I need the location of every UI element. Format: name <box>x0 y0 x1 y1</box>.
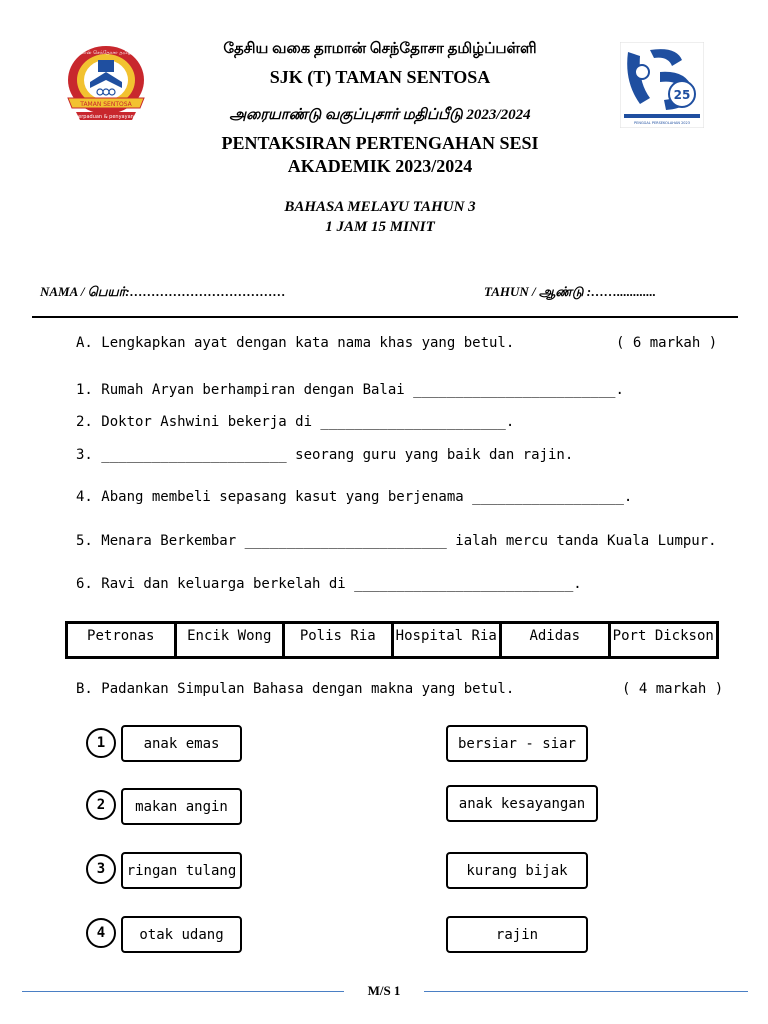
word-bank-item: Adidas <box>501 623 610 658</box>
svg-text:PENGGAL PERSEKOLAHAN 2023: PENGGAL PERSEKOLAHAN 2023 <box>634 121 690 125</box>
exam-duration: 1 JAM 15 MINIT <box>325 219 435 235</box>
meaning-box-1[interactable]: bersiar - siar <box>446 725 588 762</box>
meaning-box-2[interactable]: anak kesayangan <box>446 785 598 822</box>
section-a-instruction: A. Lengkapkan ayat dengan kata nama khas yang betul. <box>76 335 515 351</box>
svg-text:தமான் செந்தோசா தமிழ்ப்: தமான் செந்தோசா தமிழ்ப் <box>76 50 136 56</box>
word-bank-item: Polis Ria <box>284 623 393 658</box>
word-bank-table <box>65 621 719 659</box>
meaning-box-3[interactable]: kurang bijak <box>446 852 588 889</box>
header-divider <box>32 316 738 318</box>
idiom-number-4: 4 <box>86 918 116 948</box>
tamil-school-name: தேசிய வகை தாமான் செந்தோசா தமிழ்ப்பள்ளி <box>223 41 537 57</box>
name-field[interactable]: NAMA / பெயர்:……………………………… <box>40 284 286 299</box>
svg-text:25: 25 <box>673 88 691 102</box>
meaning-box-4[interactable]: rajin <box>446 916 588 953</box>
question-5[interactable]: 5. Menara Berkembar ________________________ ialah mercu tanda Kuala Lumpur. <box>76 533 717 549</box>
anniversary-logo-right <box>620 42 704 128</box>
word-bank-item: Encik Wong <box>175 623 284 658</box>
page-number: M/S 1 <box>367 983 401 998</box>
school-name: SJK (T) TAMAN SENTOSA <box>269 67 491 87</box>
footer-line-right <box>424 991 748 992</box>
year-field[interactable]: TAHUN / ஆண்டு :……............ <box>484 284 657 299</box>
word-bank-item: Petronas <box>67 623 176 658</box>
idiom-box-1[interactable]: anak emas <box>121 725 242 762</box>
word-bank-item: Port Dickson <box>609 623 718 658</box>
idiom-number-3: 3 <box>86 854 116 884</box>
svg-text:TAMAN SENTOSA: TAMAN SENTOSA <box>80 101 132 108</box>
idiom-box-2[interactable]: makan angin <box>121 788 242 825</box>
school-logo-left <box>62 42 150 126</box>
tamil-assessment-title: அரையாண்டு வகுப்புசார் மதிப்பீடு 2023/2024 <box>229 107 531 123</box>
question-1[interactable]: 1. Rumah Aryan berhampiran dengan Balai ________________________. <box>76 382 624 398</box>
idiom-number-1: 1 <box>86 728 116 758</box>
question-3[interactable]: 3. ______________________ seorang guru yang baik dan rajin. <box>76 447 574 463</box>
question-2[interactable]: 2. Doktor Ashwini bekerja di ______________________. <box>76 414 515 430</box>
idiom-box-4[interactable]: otak udang <box>121 916 242 953</box>
subject-title: BAHASA MELAYU TAHUN 3 <box>284 199 476 215</box>
footer-line-left <box>22 991 344 992</box>
word-bank-item: Hospital Ria <box>392 623 501 658</box>
section-b-instruction: B. Padankan Simpulan Bahasa dengan makna yang betul. <box>76 681 515 697</box>
question-6[interactable]: 6. Ravi dan keluarga berkelah di __________________________. <box>76 576 582 592</box>
section-a-marks: ( 6 markah ) <box>616 335 718 351</box>
assessment-title-line2: AKADEMIK 2023/2024 <box>287 156 473 176</box>
idiom-number-2: 2 <box>86 790 116 820</box>
assessment-title-line1: PENTAKSIRAN PERTENGAHAN SESI <box>221 133 539 153</box>
question-4[interactable]: 4. Abang membeli sepasang kasut yang berjenama __________________. <box>76 489 633 505</box>
section-b-marks: ( 4 markah ) <box>622 681 724 697</box>
svg-text:perpaduan & penyayang: perpaduan & penyayang <box>74 114 138 120</box>
idiom-box-3[interactable]: ringan tulang <box>121 852 242 889</box>
